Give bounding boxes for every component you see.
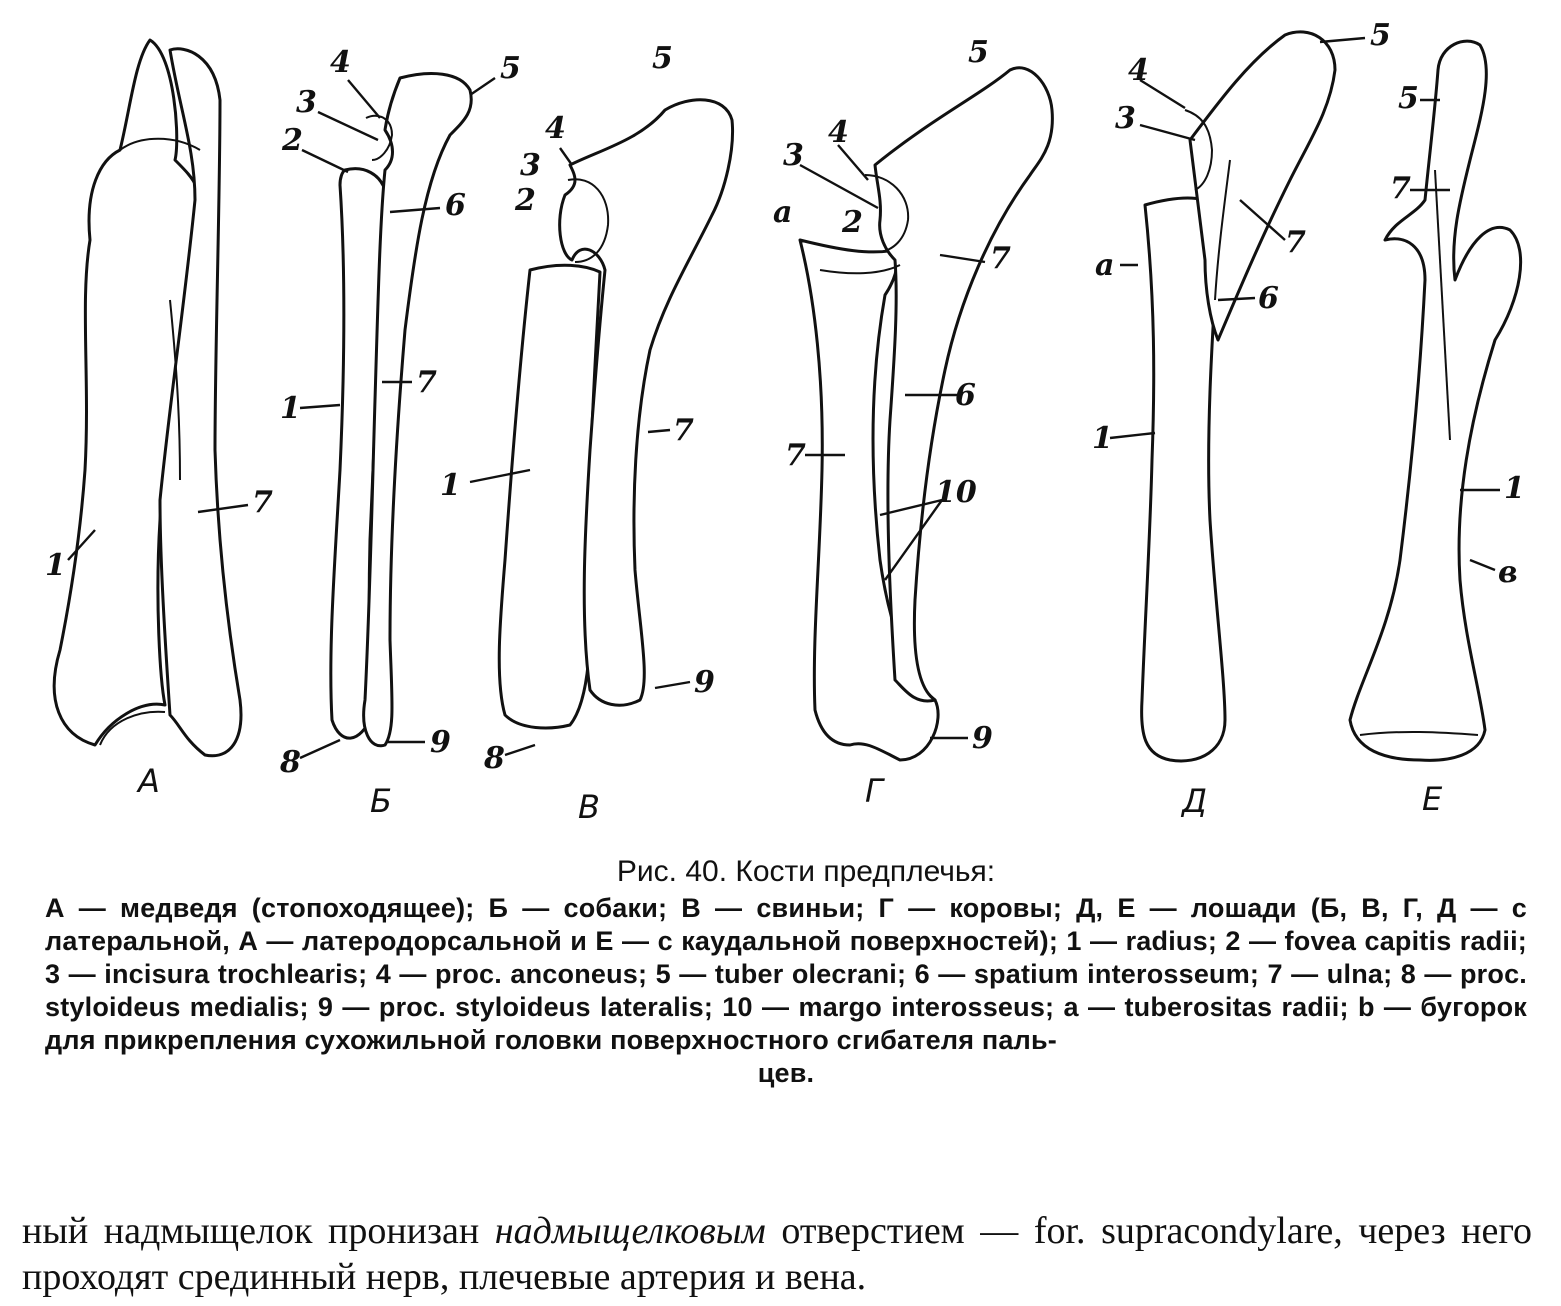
label-v-5: 5 <box>652 41 673 76</box>
label-v-9: 9 <box>694 665 715 700</box>
label-b-6: 6 <box>445 188 466 223</box>
label-g-6: 6 <box>955 378 976 413</box>
caption-legend <box>45 892 1527 1090</box>
label-v-3: 3 <box>520 148 541 183</box>
figure-caption <box>45 855 1527 1090</box>
label-g-2: 2 <box>842 205 863 240</box>
panel-letter-g: Г <box>865 772 883 810</box>
panel-letter-d: Д <box>1182 782 1207 820</box>
label-b-9: 9 <box>430 725 451 760</box>
label-b-7: 7 <box>416 365 437 400</box>
label-d-7: 7 <box>1285 225 1306 260</box>
caption-legend-text: А — медведя (стопоходящее); Б — собаки; В — свиньи; Г — коровы; Д, Е — лошади (Б, В, Г, Д — с латеральной, А — латеродорсальной и Е — с каудальной поверхностей); 1 — radius; 2 — fovea capitis radii; 3 — incisura trochlearis; 4 — proc. anconeus; 5 — tuber olecrani; 6 — spatium interosseum; 7 — ulna; 8 — proc. styloideus medialis; 9 — proc. styloideus lateralis; 10 — margo interosseus; a — tuberositas radii; b — бугорок для прикрепления сухожильной головки поверхностного сгибателя паль- <box>45 893 1527 1055</box>
label-d-a: a <box>1095 248 1115 283</box>
label-b-5: 5 <box>500 51 521 86</box>
panel-letter-v: В <box>578 788 600 826</box>
label-v-8: 8 <box>484 741 505 776</box>
label-e-5: 5 <box>1398 81 1419 116</box>
label-d-3: 3 <box>1115 101 1136 136</box>
panel-letter-b: Б <box>370 782 392 820</box>
label-b-3: 3 <box>296 85 317 120</box>
panel-letter-a: А <box>138 762 160 800</box>
label-e-7: 7 <box>1390 171 1411 206</box>
label-d-1: 1 <box>1092 421 1113 456</box>
label-b-4: 4 <box>330 45 351 80</box>
label-e-1: 1 <box>1504 471 1525 506</box>
body-text-end: отверстием — for. supracondylare, через него проходят срединный нерв, плечевые артерия и вена. <box>22 1210 1533 1298</box>
panel-letter-e: Е <box>1422 780 1443 818</box>
label-g-3: 3 <box>783 138 804 173</box>
label-v-4: 4 <box>545 111 566 146</box>
caption-legend-tail: цев. <box>757 1058 815 1088</box>
label-e-b: в <box>1498 555 1518 590</box>
body-text-emphasis: надмыщелковым <box>494 1210 766 1252</box>
label-b-2: 2 <box>282 123 303 158</box>
label-g-4: 4 <box>828 115 849 150</box>
label-v-7: 7 <box>673 413 694 448</box>
label-d-4: 4 <box>1128 53 1149 88</box>
bone-drawing-b <box>331 74 471 746</box>
bone-drawing-a <box>54 40 241 756</box>
label-g-10: 10 <box>935 475 977 510</box>
label-b-1: 1 <box>280 391 301 426</box>
bone-drawing-d <box>1142 32 1335 761</box>
label-b-8: 8 <box>280 745 301 780</box>
label-g-a: a <box>773 195 793 230</box>
label-g-5: 5 <box>968 35 989 70</box>
body-paragraph <box>22 1208 1532 1300</box>
label-g-7-lower: 7 <box>785 438 806 473</box>
label-v-2: 2 <box>515 183 536 218</box>
caption-title: Рис. 40. Кости предплечья: <box>616 855 996 888</box>
label-g-7-upper: 7 <box>990 241 1011 276</box>
bone-drawing-e <box>1350 41 1521 760</box>
label-d-6: 6 <box>1258 281 1279 316</box>
label-g-9: 9 <box>972 721 993 756</box>
label-a-1: 1 <box>45 548 66 583</box>
body-text-start: ный надмыщелок пронизан <box>22 1210 495 1252</box>
bone-drawing-g <box>800 68 1052 760</box>
label-a-7: 7 <box>252 485 273 520</box>
label-d-5: 5 <box>1370 18 1391 53</box>
panel-letters <box>136 762 1443 826</box>
label-v-1: 1 <box>440 468 461 503</box>
